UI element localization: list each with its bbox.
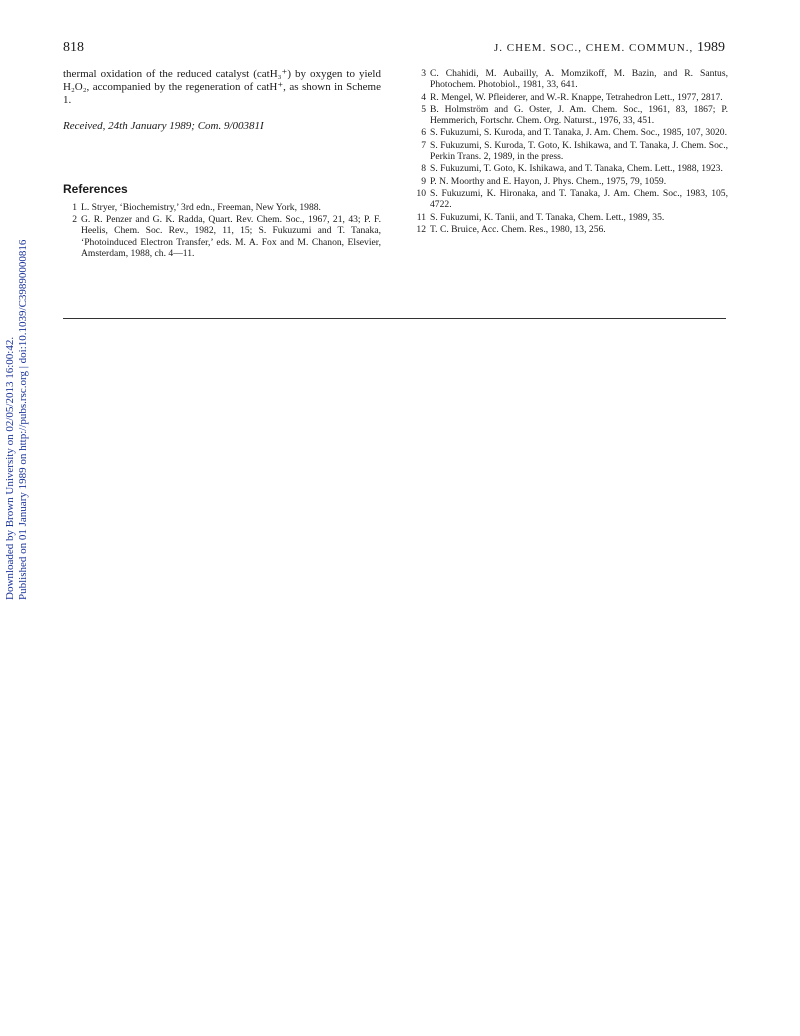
reference-item bbox=[63, 202, 381, 213]
reference-number: 11 bbox=[416, 211, 426, 223]
reference-text: S. Fukuzumi, T. Goto, K. Ishikawa, and T. Tanaka, Chem. Lett., 1988, 1923. bbox=[430, 163, 723, 175]
download-note[interactable]: Downloaded by Brown University on 02/05/2013 16:00:42. bbox=[4, 336, 16, 600]
reference-text: S. Fukuzumi, K. Hironaka, and T. Tanaka, J. Am. Chem. Soc., 1983, 105, 4722. bbox=[430, 187, 728, 211]
reference-number: 3 bbox=[421, 68, 426, 79]
reference-number: 8 bbox=[421, 163, 426, 175]
doi-note[interactable]: Published on 01 January 1989 on http://pubs.rsc.org | doi:10.1039/C39890000816 bbox=[17, 239, 29, 600]
reference-text: C. Chahidi, M. Aubailly, A. Momzikoff, M. Bazin, and R. Santus, Photochem. Photobiol., 1981, 33, 641. bbox=[430, 68, 728, 91]
reference-number: 6 bbox=[421, 127, 426, 139]
reference-number: 9 bbox=[421, 175, 426, 187]
reference-item bbox=[410, 140, 728, 163]
reference-item bbox=[410, 127, 728, 138]
left-column bbox=[63, 68, 381, 260]
reference-text: R. Mengel, W. Pfleiderer, and W.-R. Knappe, Tetrahedron Lett., 1977, 2817. bbox=[430, 91, 723, 103]
journal-year: 1989 bbox=[697, 40, 725, 55]
reference-item bbox=[410, 104, 728, 127]
reference-number: 7 bbox=[421, 139, 426, 151]
reference-text: G. R. Penzer and G. K. Radda, Quart. Rev. Chem. Soc., 1967, 21, 43; P. F. Heelis, Chem. Soc. Rev., 1982, 11, 15; S. Fukuzumi and T. Tanaka, ‘Photoinduced Electron Transfer,’ eds. M. A. Fox and M. Chanon, Elsevier, Amsterdam, 1988, ch. 4—11. bbox=[81, 213, 381, 259]
reference-number: 4 bbox=[421, 91, 426, 103]
reference-text: B. Holmström and G. Oster, J. Am. Chem. Soc., 1961, 83, 1867; P. Hemmerich, Fortschr. Chem. Org. Naturst., 1976, 33, 451. bbox=[430, 103, 728, 127]
reference-number: 2 bbox=[72, 213, 77, 225]
running-head bbox=[494, 40, 725, 56]
bottom-rule bbox=[63, 318, 726, 319]
reference-item bbox=[410, 188, 728, 211]
page-number: 818 bbox=[63, 40, 84, 55]
reference-text: L. Stryer, ‘Biochemistry,’ 3rd edn., Freeman, New York, 1988. bbox=[81, 201, 321, 213]
right-column bbox=[410, 68, 728, 236]
reference-list-right bbox=[410, 68, 728, 235]
received-line: Received, 24th January 1989; Com. 9/00381I bbox=[63, 119, 264, 132]
body-paragraph: thermal oxidation of the reduced catalyst (catH₃⁺) by oxygen to yield H₂O₂, accompanied by the regeneration of catH⁺, as shown in Scheme 1. bbox=[63, 68, 381, 107]
reference-text: S. Fukuzumi, S. Kuroda, and T. Tanaka, J. Am. Chem. Soc., 1985, 107, 3020. bbox=[430, 127, 727, 139]
reference-item bbox=[410, 212, 728, 223]
reference-text: P. N. Moorthy and E. Hayon, J. Phys. Chem., 1975, 79, 1059. bbox=[430, 175, 667, 187]
reference-item bbox=[63, 214, 381, 259]
journal-name: J. CHEM. SOC., CHEM. COMMUN., bbox=[494, 42, 697, 54]
reference-list-left bbox=[63, 202, 381, 259]
reference-text: S. Fukuzumi, S. Kuroda, T. Goto, K. Ishikawa, and T. Tanaka, J. Chem. Soc., Perkin Trans. 2, 1989, in the press. bbox=[430, 139, 728, 163]
reference-item bbox=[410, 92, 728, 103]
reference-text: T. C. Bruice, Acc. Chem. Res., 1980, 13, 256. bbox=[430, 223, 606, 235]
reference-item bbox=[410, 224, 728, 235]
reference-number: 12 bbox=[416, 223, 426, 235]
reference-number: 1 bbox=[72, 201, 77, 213]
reference-item bbox=[410, 68, 728, 91]
reference-item bbox=[410, 163, 728, 174]
reference-text: S. Fukuzumi, K. Tanii, and T. Tanaka, Chem. Lett., 1989, 35. bbox=[430, 211, 665, 223]
reference-item bbox=[410, 176, 728, 187]
reference-number: 10 bbox=[416, 187, 426, 199]
references-heading: References bbox=[63, 181, 128, 196]
reference-number: 5 bbox=[421, 103, 426, 115]
